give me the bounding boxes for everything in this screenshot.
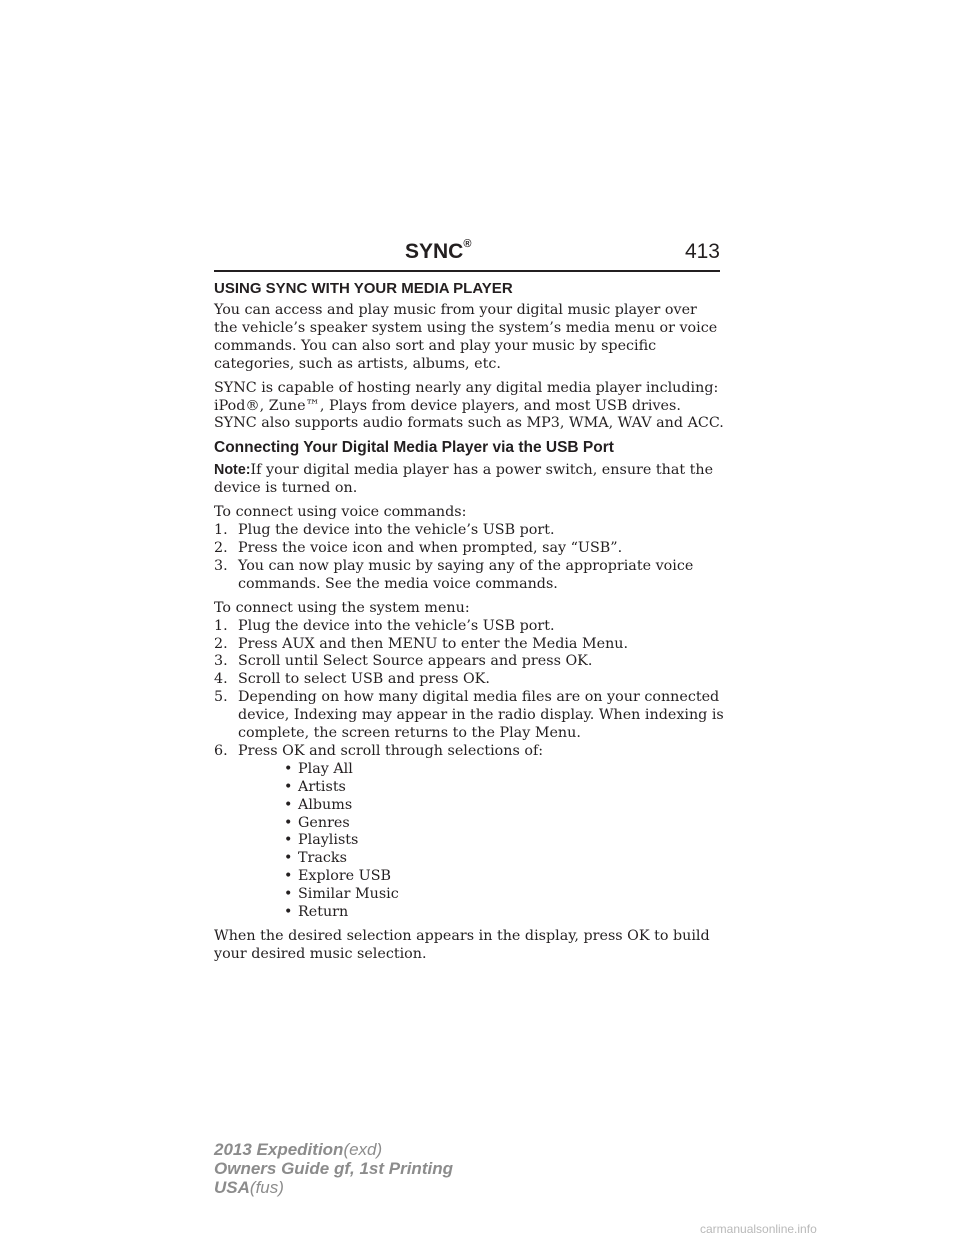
selections-list	[238, 761, 724, 922]
selection-item: • Play All	[284, 760, 353, 777]
list-item: 6. Press OK and scroll through selections of: • Play All • Artists • Albums • Genres • Playlists • Tracks • Explore USB • Similar Music • Return	[214, 743, 724, 922]
page-footer	[214, 1140, 453, 1197]
selection-item: • Similar Music	[284, 886, 399, 903]
bullet-icon: •	[284, 814, 293, 831]
list-item: 2. Press AUX and then MENU to enter the Media Menu.	[214, 635, 629, 652]
watermark: carmanualsonline.info	[700, 1222, 817, 1236]
menu-steps-list	[214, 618, 724, 922]
footer-line-guide: Owners Guide gf, 1st Printing	[214, 1159, 453, 1178]
registered-mark: ®	[463, 238, 472, 250]
menu-intro: To connect using the system menu:	[214, 599, 470, 616]
list-item: 4. Scroll to select USB and press OK.	[214, 671, 490, 688]
selection-item: • Return	[284, 903, 349, 920]
header-rule	[214, 270, 720, 272]
selection-item: • Artists	[284, 778, 346, 795]
footer-line-market: USA(fus)	[214, 1178, 284, 1197]
compatibility-paragraph: SYNC is capable of hosting nearly any digital media player including: iPod®, Zune™, Plays from device players, and most USB drives. SYNC also supports audio formats such as MP3, WMA, WAV and ACC.	[214, 379, 724, 432]
note-paragraph	[214, 462, 724, 498]
bullet-icon: •	[284, 778, 293, 795]
bullet-icon: •	[284, 850, 293, 867]
note-label: Note:	[214, 462, 251, 479]
bullet-icon: •	[284, 796, 293, 813]
page-number: 413	[684, 240, 720, 263]
page-header	[214, 240, 720, 268]
voice-intro: To connect using voice commands:	[214, 504, 467, 521]
section-title: SYNC®	[405, 238, 472, 263]
list-item: 1. Plug the device into the vehicle’s USB port.	[214, 522, 555, 539]
main-heading: USING SYNC WITH YOUR MEDIA PLAYER	[214, 280, 513, 297]
footer-line-model: 2013 Expedition(exd)	[214, 1140, 383, 1159]
bullet-icon: •	[284, 760, 293, 777]
selection-item: • Playlists	[284, 832, 359, 849]
sub-heading: Connecting Your Digital Media Player via the USB Port	[214, 439, 614, 457]
page-content	[214, 280, 724, 970]
intro-paragraph: You can access and play music from your digital music player over the vehicle’s speaker system using the system’s media menu or voice commands. You can also sort and play your music by specific categories, such as artists, albums, etc.	[214, 302, 718, 372]
list-item: 5. Depending on how many digital media files are on your connected device, Indexing may appear in the radio display. When indexing is complete, the screen returns to the Play Menu.	[214, 689, 724, 742]
selection-item: • Genres	[284, 814, 350, 831]
bullet-icon: •	[284, 903, 293, 920]
selection-item: • Explore USB	[284, 868, 392, 885]
closing-paragraph: When the desired selection appears in the display, press OK to build your desired music selection.	[214, 927, 710, 962]
list-item: 2. Press the voice icon and when prompted, say “USB”.	[214, 539, 623, 556]
bullet-icon: •	[284, 832, 293, 849]
list-item: 3. Scroll until Select Source appears and press OK.	[214, 653, 593, 670]
selection-item: • Tracks	[284, 850, 347, 867]
bullet-icon: •	[284, 886, 293, 903]
bullet-icon: •	[284, 868, 293, 885]
selection-item: • Albums	[284, 796, 353, 813]
note-text: If your digital media player has a power switch, ensure that the device is turned on.	[214, 462, 714, 497]
voice-steps-list	[214, 522, 724, 594]
list-item: 1. Plug the device into the vehicle’s USB port.	[214, 617, 555, 634]
list-item: 3. You can now play music by saying any of the appropriate voice commands. See the media voice commands.	[214, 557, 694, 592]
